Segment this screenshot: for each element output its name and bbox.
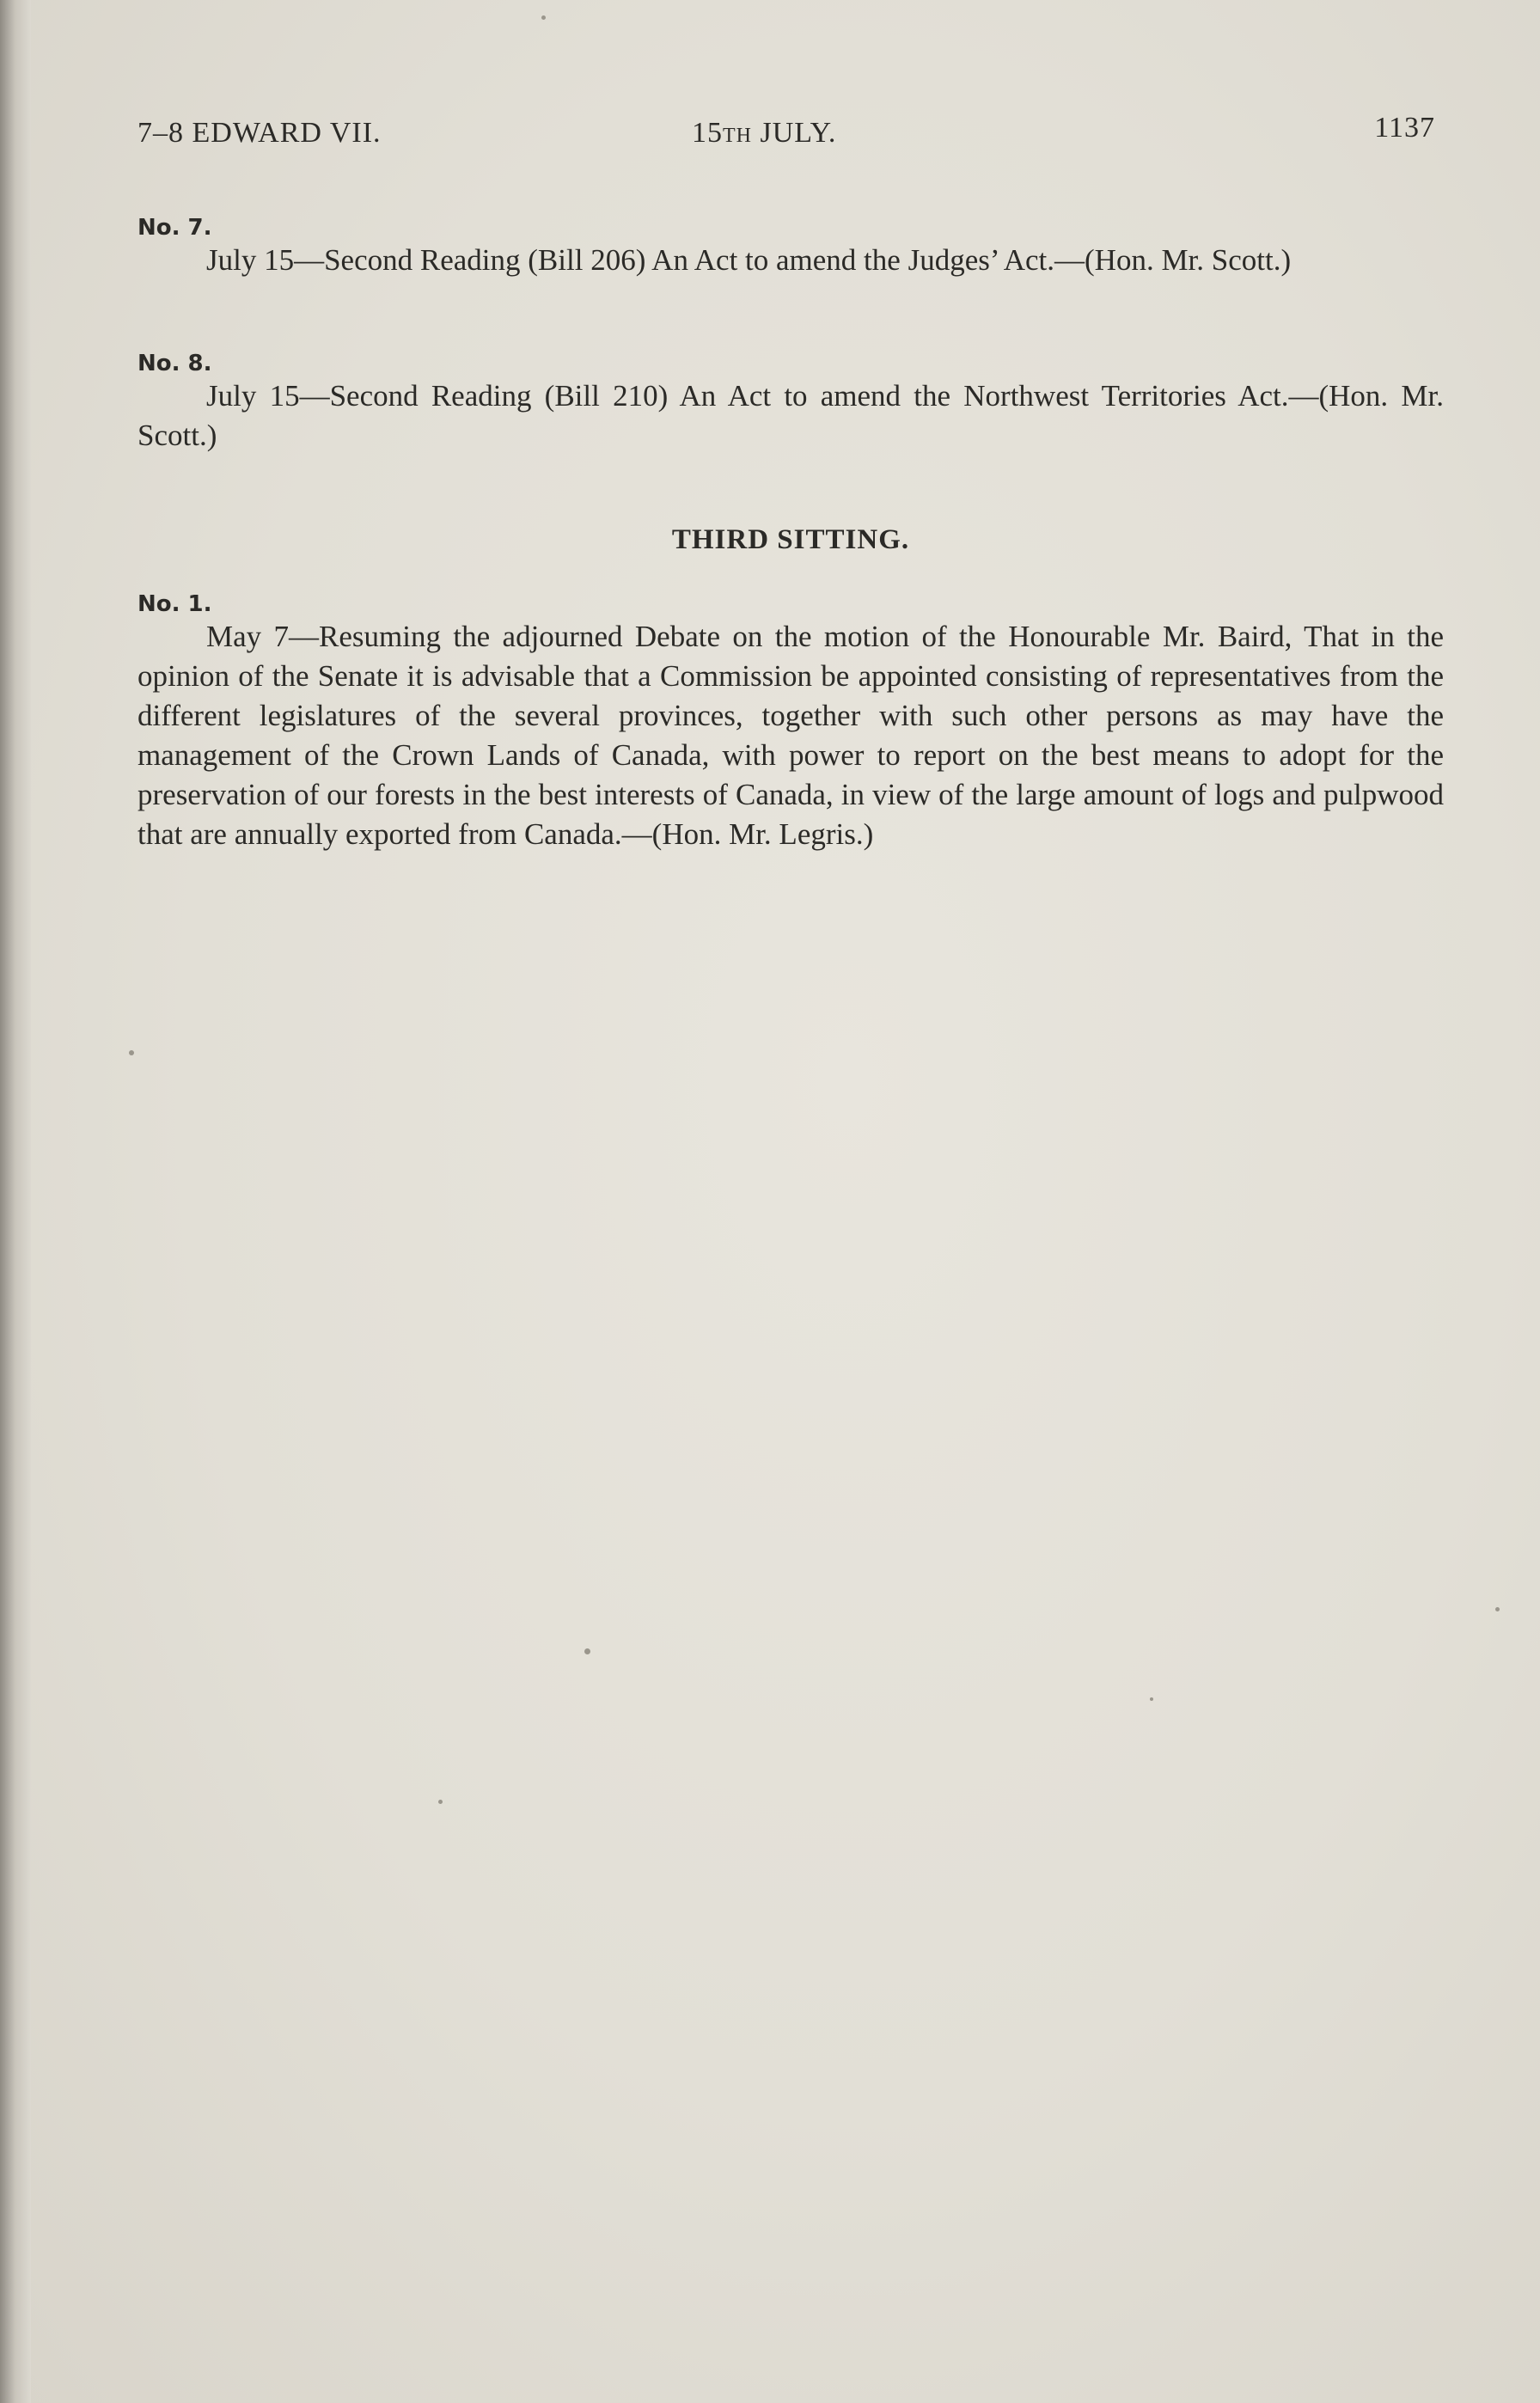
paper-speck	[541, 15, 546, 20]
binding-edge	[0, 0, 31, 2403]
entry-number: No. 1.	[138, 591, 212, 617]
header-date-month: JULY.	[760, 117, 837, 149]
order-entry	[138, 591, 1444, 854]
paper-speck	[438, 1800, 443, 1804]
header-date	[692, 117, 836, 150]
entry-text: July 15—Second Reading (Bill 206) An Act to amend the Judges’ Act.—(Hon. Mr. Scott.)	[206, 243, 1292, 277]
paper-speck	[1150, 1697, 1153, 1701]
header-session: 7–8 EDWARD VII.	[138, 117, 382, 149]
order-entry	[138, 351, 1444, 456]
header-date-suffix: TH	[723, 125, 752, 147]
entry-number: No. 7.	[138, 215, 212, 241]
section-heading: THIRD SITTING.	[671, 524, 910, 555]
paper-speck	[1495, 1607, 1500, 1611]
paper-speck	[584, 1648, 590, 1654]
order-entry	[138, 215, 1444, 280]
entry-text: July 15—Second Reading (Bill 210) An Act to amend the Northwest Territories Act.—(Hon. Mr. Scott.)	[138, 379, 1444, 452]
entry-number: No. 8.	[138, 351, 212, 376]
running-head	[138, 112, 1435, 160]
page-number: 1137	[1374, 112, 1435, 144]
paper-speck	[129, 1050, 134, 1055]
entry-text: May 7—Resuming the adjourned Debate on the motion of the Honourable Mr. Baird, That in the opinion of the Senate it is advisable that a Commission be appointed consisting of representatives from the different legislatures of the several provinces, together with such other persons as may have the management of the Crown Lands of Canada, with power to report on the best means to adopt for the preservation of our forests in the best interests of Canada, in view of the large amount of logs and pulpwood that are annually exported from Canada.—(Hon. Mr. Legris.)	[138, 620, 1444, 851]
header-date-day: 15	[692, 117, 723, 149]
